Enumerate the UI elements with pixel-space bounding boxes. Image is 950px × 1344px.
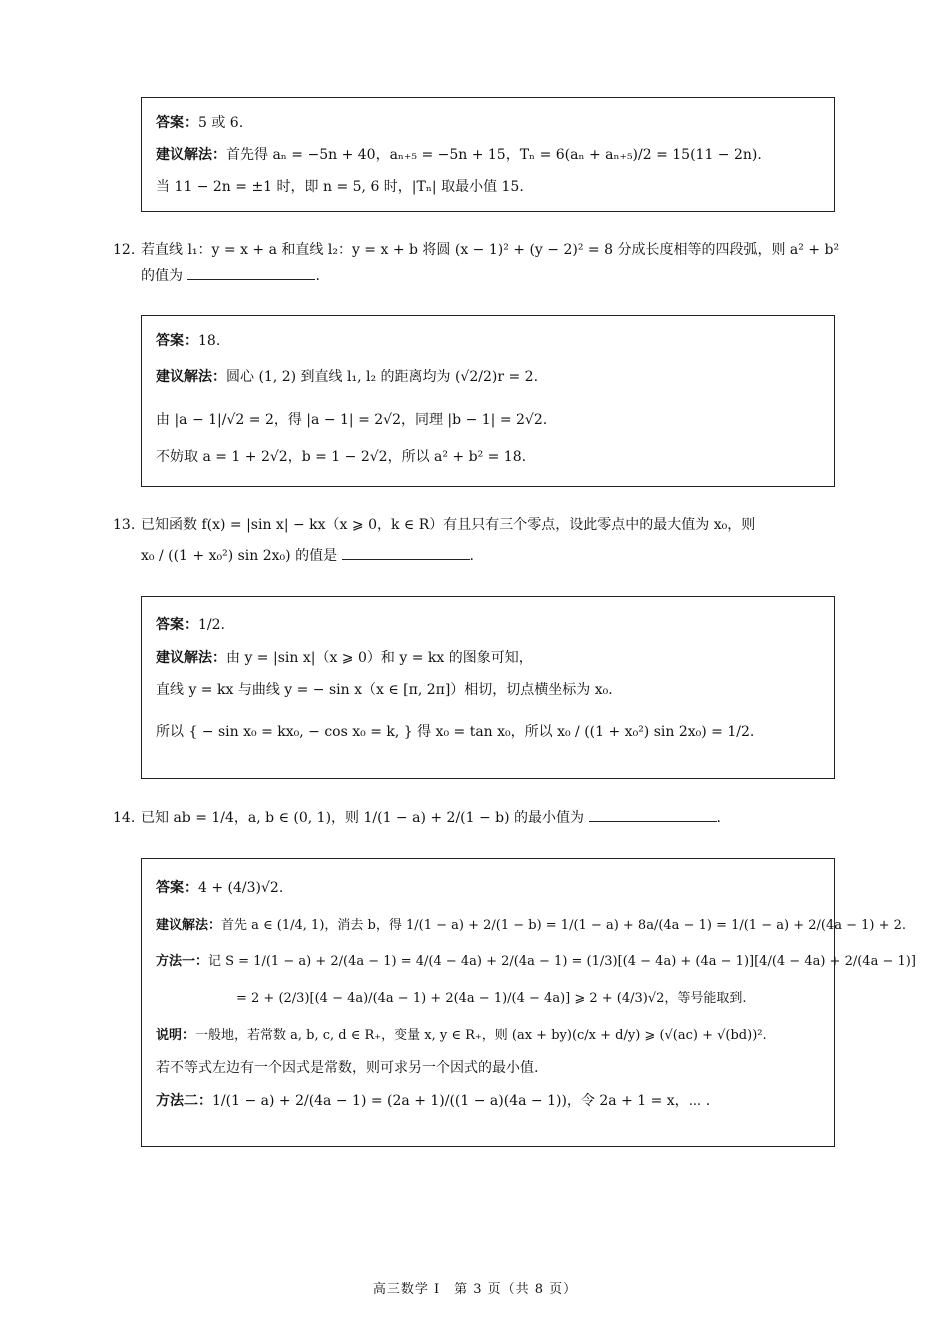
question-12-line1: 若直线 l₁：y = x + a 和直线 l₂：y = x + b 将圆 (x − 1)² + (y − 2)² = 8 分成长度相等的四段弧，则 a² + b² <box>141 242 840 258</box>
method-line <box>156 643 820 673</box>
derivation-line <box>156 398 820 442</box>
method-text: 圆心 (1, 2) 到直线 l₁, l₂ 的距离均为 (√2/2)r = 2. <box>226 369 539 385</box>
answer-value: 5 或 6. <box>198 115 244 131</box>
note-label: 说明： <box>156 1028 196 1043</box>
conclusion-text: 当 11 − 2n = ±1 时，即 n = 5, 6 时，|Tₙ| 取最小值 15. <box>156 179 524 195</box>
answer-label: 答案： <box>156 115 198 131</box>
answer-value: 18. <box>198 333 221 349</box>
method-2-label: 方法二： <box>156 1093 212 1109</box>
note-line-2 <box>156 1053 820 1083</box>
answer-box-14 <box>141 858 916 1147</box>
answer-label: 答案： <box>156 333 198 349</box>
answer-line <box>156 607 820 643</box>
answer-line <box>156 869 820 907</box>
answer-blank <box>589 807 717 822</box>
method-text: 由 y = |sin x|（x ⩾ 0）和 y = kx 的图象可知， <box>226 650 533 666</box>
method-line <box>156 907 907 945</box>
method-label: 建议解法： <box>156 369 226 385</box>
answer-value: 1/2. <box>198 617 225 633</box>
method-1-continued-text: = 2 + (2/3)[(4 − 4a)/(4a − 1) + 2(4a − 1)/(4 − 4a)] ⩾ 2 + (4/3)√2，等号能取到. <box>236 991 747 1006</box>
method-label: 建议解法： <box>156 918 222 933</box>
question-text: 的值为 <box>141 268 183 284</box>
question-end: . <box>315 268 320 284</box>
question-end: . <box>469 548 474 564</box>
question-number: 13. <box>113 517 136 533</box>
question-14-line1 <box>141 806 721 830</box>
method-1-line <box>156 945 916 979</box>
tangent-text: 直线 y = kx 与曲线 y = − sin x（x ∈ [π, 2π]）相切，切点横坐标为 x₀. <box>156 682 613 698</box>
note-text: 一般地，若常数 a, b, c, d ∈ R₊，变量 x, y ∈ R₊，则 (ax + by)(c/x + d/y) ⩾ (√(ac) + √(bd))². <box>195 1028 767 1043</box>
method-line <box>156 356 820 398</box>
method-2-line <box>156 1083 820 1119</box>
note-line <box>156 1019 820 1053</box>
answer-box-12 <box>141 315 835 487</box>
method-1-continued <box>156 979 820 1019</box>
answer-box-13 <box>141 596 835 779</box>
answer-line <box>156 326 820 356</box>
conclusion-line <box>156 172 820 202</box>
method-1-text: 记 S = 1/(1 − a) + 2/(4a − 1) = 4/(4 − 4a) + 2/(4a − 1) = (1/3)[(4 − 4a) + (4a − 1)][4/(4 − 4a) + 2/(4a − 1)] <box>208 954 916 969</box>
conclusion-line <box>156 442 820 472</box>
page-footer: 高三数学 I 第 3 页（共 8 页） <box>372 1282 578 1297</box>
derivation-text: 由 |a − 1|/√2 = 2，得 |a − 1| = 2√2，同理 |b − 1| = 2√2. <box>156 412 548 428</box>
answer-blank <box>187 265 315 280</box>
method-label: 建议解法： <box>156 147 226 163</box>
question-number: 14. <box>113 810 136 826</box>
answer-line <box>156 108 820 138</box>
question-end: . <box>716 810 721 826</box>
method-text: 首先得 aₙ = −5n + 40，aₙ₊₅ = −5n + 15，Tₙ = 6(aₙ + aₙ₊₅)/2 = 15(11 − 2n). <box>226 147 762 163</box>
question-number: 12. <box>113 242 136 258</box>
question-13-line2 <box>141 544 474 568</box>
conclusion-text: 不妨取 a = 1 + 2√2，b = 1 − 2√2，所以 a² + b² = 18. <box>156 449 527 465</box>
question-text: 已知 ab = 1/4，a, b ∈ (0, 1)，则 1/(1 − a) + 2/(1 − b) 的最小值为 <box>141 810 585 826</box>
answer-label: 答案： <box>156 617 198 633</box>
question-text: x₀ / ((1 + x₀²) sin 2x₀) 的值是 <box>141 548 338 564</box>
method-label: 建议解法： <box>156 650 226 666</box>
conclusion-line <box>156 707 820 757</box>
method-2-text: 1/(1 − a) + 2/(4a − 1) = (2a + 1)/((1 − a)(4a − 1))，令 2a + 1 = x，⋯ . <box>212 1093 711 1109</box>
method-text: 首先 a ∈ (1/4, 1)，消去 b，得 1/(1 − a) + 2/(1 − b) = 1/(1 − a) + 8a/(4a − 1) = 1/(1 − a) + 2/(4a − 1) + 2. <box>221 918 907 933</box>
question-12-line2 <box>141 264 320 288</box>
method-line <box>156 138 820 172</box>
answer-blank <box>342 545 470 560</box>
answer-box-11 <box>141 97 835 212</box>
answer-label: 答案： <box>156 880 198 896</box>
question-13-line1: 已知函数 f(x) = |sin x| − kx（x ⩾ 0，k ∈ R）有且只有三个零点，设此零点中的最大值为 x₀，则 <box>141 517 756 533</box>
tangent-line <box>156 673 820 707</box>
method-1-label: 方法一： <box>156 954 209 969</box>
answer-value: 4 + (4/3)√2. <box>198 880 284 896</box>
note-text-2: 若不等式左边有一个因式是常数，则可求另一个因式的最小值. <box>156 1060 539 1076</box>
conclusion-text: 所以 { − sin x₀ = kx₀, − cos x₀ = k, } 得 x₀ = tan x₀，所以 x₀ / ((1 + x₀²) sin 2x₀) = 1/2. <box>156 724 755 740</box>
